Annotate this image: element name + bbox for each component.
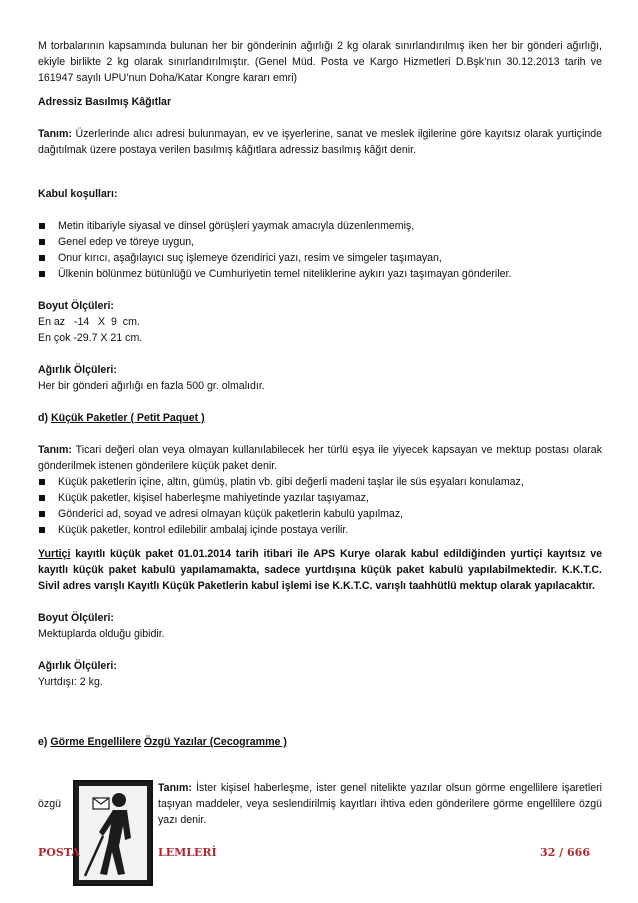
page-number: 32 / 666	[540, 846, 590, 859]
agirlik-text: Her bir gönderi ağırlığı en fazla 500 gr. olmalıdır.	[38, 380, 265, 392]
list-item: Onur kırıcı, aşağılayıcı suç işlemeye özendirici yazı, resim ve simgeler taşımayan,	[38, 250, 602, 266]
kucuk-paket-definition	[38, 442, 602, 474]
cecogramme-title-part2: Özgü Yazılar (Cecogramme )	[144, 736, 287, 748]
list-item: Küçük paketlerin içine, altın, gümüş, platin vb. gibi değerli madeni taşlar ile süs eşyaları konulamaz,	[38, 474, 602, 490]
cecogramme-title-part1: Görme Engellilere	[50, 736, 142, 748]
yurtici-word: Yurtiçi	[38, 548, 71, 560]
kabul-list	[38, 218, 602, 282]
section-prefix: d)	[38, 412, 51, 424]
footer-title-right: LEMLERİ	[158, 846, 217, 859]
tanim-label: Tanım:	[38, 444, 72, 456]
section-title: Küçük Paketler ( Petit Paquet )	[50, 412, 205, 424]
list-item: Gönderici ad, soyad ve adresi olmayan küçük paketlerin kabulü yapılmaz,	[38, 506, 602, 522]
list-item: Metin itibariyle siyasal ve dinsel görüşleri yaymak amacıyla düzenlenmemiş,	[38, 218, 602, 234]
adressiz-definition	[38, 126, 602, 158]
cecogramme-heading	[38, 734, 602, 750]
boyut-line-max: En çok -29.7 X 21 cm.	[38, 332, 143, 344]
list-item: Küçük paketler, kişisel haberleşme mahiyetinde yazılar taşıyamaz,	[38, 490, 602, 506]
tanim-label: Tanım:	[38, 128, 72, 140]
footer-title-left: POSTA	[38, 846, 80, 859]
blind-person-icon	[73, 780, 153, 886]
list-item: Küçük paketler, kontrol edilebilir ambalaj içinde postaya verilir.	[38, 522, 602, 538]
tanim-label: Tanım:	[158, 782, 192, 794]
adressiz-definition-text: Üzerlerinde alıcı adresi bulunmayan, ev ve işyerlerine, sanat ve meslek ilgilerine göre kayıtsız olarak yurtiçinde dağıtılmak üzere postaya verilen basılmış kâğıtlara adressiz basılmış kâğıt denir.	[38, 128, 602, 156]
cecogramme-definition-text: İster kişisel haberleşme, ister genel nitelikte yazılar olsun görme engellilere işaretleri taşıyan maddeler, veya seslendirilmiş kayıtları ihtiva eden gönderilere görme engellilere özgü yazı denir.	[158, 782, 602, 826]
adressiz-heading: Adressiz Basılmış Kâğıtlar	[38, 96, 172, 108]
agirlik-heading: Ağırlık Ölçüleri:	[38, 364, 117, 376]
kucuk-paket-definition-text: Ticari değeri olan veya olmayan kullanılabilecek her türlü eşya ile yiyecek kapsayan ve mektup postası olarak gönderilmek istenen gönderilere küçük paket denir.	[38, 444, 602, 472]
yurtici-notice	[38, 546, 602, 594]
boyut-line-min: En az -14 X 9 cm.	[38, 316, 140, 328]
list-item: Ülkenin bölünmez bütünlüğü ve Cumhuriyetin temel niteliklerine aykırı yazı taşımayan gönderiler.	[38, 266, 602, 282]
kp-agirlik-heading: Ağırlık Ölçüleri:	[38, 660, 117, 672]
page-footer	[38, 846, 602, 866]
kp-agirlik-text: Yurtdışı: 2 kg.	[38, 676, 103, 688]
kp-boyut-text: Mektuplarda olduğu gibidir.	[38, 628, 165, 640]
kucuk-paket-list	[38, 474, 602, 538]
ozgu-word: özgü	[38, 798, 61, 810]
intro-paragraph: M torbalarının kapsamında bulunan her bir gönderinin ağırlığı 2 kg olarak sınırlandırılmış iken her bir gönderi ağırlığı, ekiyle birlikte 2 kg olarak sınırlandırılmıştır. (Genel Müd. Posta ve Kargo Hizmetleri D.Bşk’nın 30.12.2013 tarih ve 161947 sayılı UPU’nun Doha/Katar Kongre kararı emri)	[38, 40, 602, 84]
kucuk-paket-heading	[38, 410, 602, 426]
boyut-heading: Boyut Ölçüleri:	[38, 300, 114, 312]
yurtici-notice-text: kayıtlı küçük paket 01.01.2014 tarih itibari ile APS Kurye olarak kabul edildiğinden yurtiçi kayıtsız ve kayıtlı küçük paket kabulü yapılamamakta, sadece yurtdışına küçük paket kabulü yapılabilmektedir. K.K.T.C. Sivil adres varışlı Kayıtlı Küçük Paketlerin kabul işlemi ise K.K.T.C. varışlı taahhütlü mektup olarak yapılacaktır.	[38, 548, 602, 592]
list-item: Genel edep ve töreye uygun,	[38, 234, 602, 250]
cecogramme-definition	[158, 780, 602, 828]
section-prefix: e)	[38, 736, 51, 748]
kabul-heading: Kabul koşulları:	[38, 188, 118, 200]
cecogramme-block	[38, 780, 602, 828]
document-page	[38, 38, 602, 750]
kp-boyut-heading: Boyut Ölçüleri:	[38, 612, 114, 624]
